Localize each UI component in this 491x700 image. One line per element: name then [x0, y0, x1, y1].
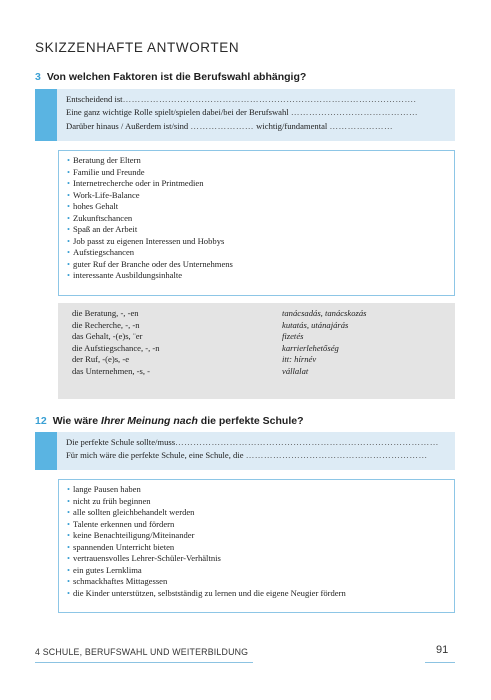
ideas-list-box [58, 479, 455, 613]
vocab-hungarian: vállalat [282, 365, 309, 376]
question-12-heading: 12 Wie wäre Ihrer Meinung nach die perfekte Schule? [35, 415, 304, 427]
ideas-list-box [58, 150, 455, 296]
page-number: 91 [436, 644, 449, 656]
vocab-row [72, 343, 441, 355]
vocab-row [72, 308, 441, 320]
vocab-german: der Ruf, -(e)s, -e [72, 354, 130, 365]
sentence-starter: Eine ganz wichtige Rolle spielt/spielen dabei/bei der Berufswahl …………………………………… [66, 107, 419, 118]
vocab-german: das Unternehmen, -s, - [72, 365, 151, 376]
footer-divider [35, 662, 253, 663]
list-item: • Talente erkennen und fördern [67, 519, 444, 531]
vocab-row [72, 320, 441, 332]
list-item: • vertrauensvolles Lehrer-Schüler-Verhältnis [67, 553, 444, 565]
question-3-heading [35, 71, 306, 83]
vocab-hungarian: itt: hírnév [282, 354, 317, 365]
list-item: • ein gutes Lernklima [67, 565, 444, 577]
list-item: • die Kinder unterstützen, selbstständig zu lernen und die eigene Neugier fördern [67, 588, 444, 600]
list-item: • spannenden Unterricht bieten [67, 542, 444, 554]
list-item: • hohes Gehalt [67, 201, 444, 213]
page-title: SKIZZENHAFTE ANTWORTEN [35, 40, 240, 55]
sentence-starter: Für mich wäre die perfekte Schule, eine Schule, die …………………………………………………… [66, 450, 428, 461]
list-item: • interessante Ausbildungsinhalte [67, 270, 444, 282]
list-item: • Job passt zu eigenen Interessen und Hobbys [67, 236, 444, 248]
vocab-hungarian: tanácsadás, tanácskozás [282, 308, 367, 318]
sentence-starter: Darüber hinaus / Außerdem ist/sind ………………… wichtig/fundamental ………………… [66, 120, 394, 131]
list-item: • keine Benachteiligung/Miteinander [67, 530, 444, 542]
vocab-german: die Recherche, -, -n [72, 319, 140, 330]
vocab-hungarian: fizetés [282, 331, 304, 342]
sentence-starters-box [35, 432, 455, 470]
sentence-starter: Die perfekte Schule sollte/muss…………………………………………………………………………… [66, 437, 439, 447]
vocab-hungarian: kutatás, utánajárás [282, 319, 349, 330]
list-item: • Beratung der Eltern [67, 155, 444, 167]
list-item: • schmackhaftes Mittagessen [67, 576, 444, 588]
vocab-hungarian: karrierlehetőség [282, 342, 339, 353]
chapter-footer: 4 SCHULE, BERUFSWAHL UND WEITERBILDUNG [35, 647, 249, 657]
accent-bar [35, 432, 57, 470]
vocab-german: das Gehalt, -(e)s, ¨er [72, 331, 143, 342]
list-item: • Spaß an der Arbeit [67, 224, 444, 236]
vocab-row [72, 366, 441, 378]
list-item: • Work-Life-Balance [67, 190, 444, 202]
vocab-german: die Aufstiegschance, -, -n [72, 342, 160, 353]
sentence-starters-box [35, 89, 455, 141]
vocabulary-box [58, 303, 455, 399]
question-text: Von welchen Faktoren ist die Berufswahl abhängig? [46, 71, 307, 83]
vocab-row [72, 331, 441, 343]
list-item: • Familie und Freunde [67, 167, 444, 179]
list-item: • guter Ruf der Branche oder des Unternehmens [67, 259, 444, 271]
list-item: • lange Pausen haben [67, 484, 444, 496]
vocab-german: die Beratung, -, -en [72, 308, 139, 318]
list-item: • Aufstiegschancen [67, 247, 444, 259]
list-item: • nicht zu früh beginnen [67, 496, 444, 508]
vocab-row [72, 354, 441, 366]
sentence-starter: Entscheidend ist……………………………………………………………………………………. [66, 94, 417, 104]
list-item: • alle sollten gleichbehandelt werden [67, 507, 444, 519]
list-item: • Internetrecherche oder in Printmedien [67, 178, 444, 190]
accent-bar [35, 89, 57, 141]
question-number: 12 [35, 415, 47, 427]
footer-divider [425, 662, 455, 663]
question-number: 3 [35, 71, 41, 83]
list-item: • Zukunftschancen [67, 213, 444, 225]
